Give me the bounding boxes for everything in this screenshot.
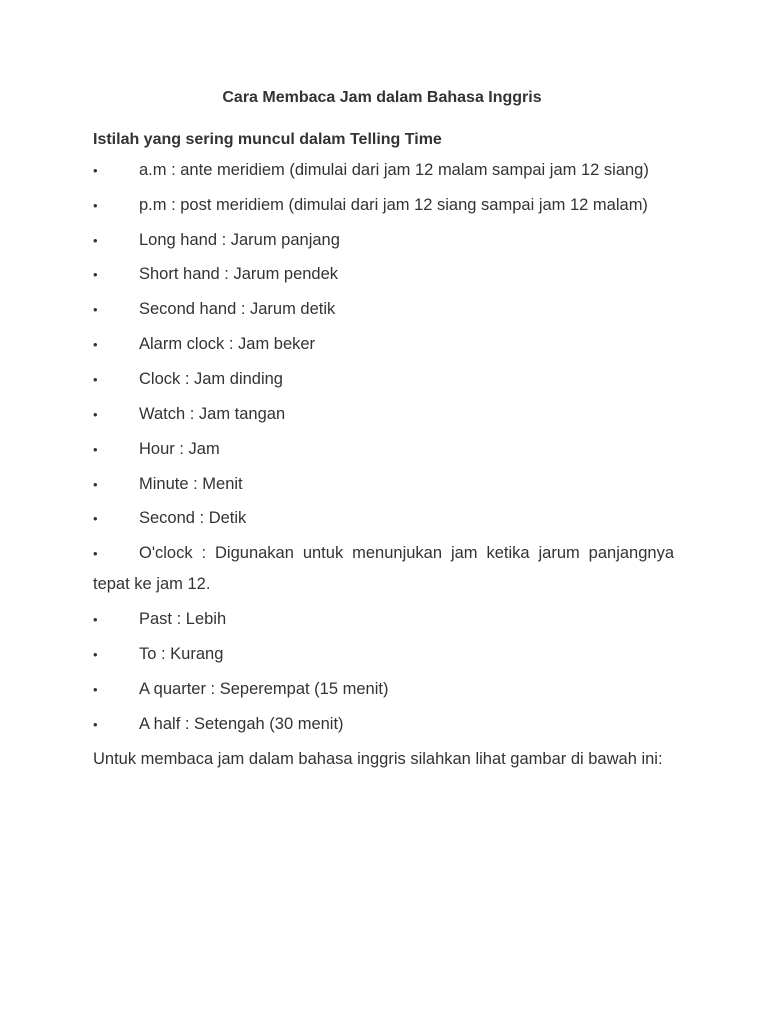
list-item-text-line-2: tepat ke jam 12.	[93, 575, 211, 593]
list-item	[93, 368, 674, 390]
bullet: •	[93, 302, 98, 317]
list-item	[93, 333, 674, 355]
document-title: Cara Membaca Jam dalam Bahasa Inggris	[222, 89, 542, 106]
list-item-text: Alarm clock : Jam beker	[139, 335, 316, 353]
bullet: •	[93, 407, 98, 422]
list-item	[93, 608, 674, 630]
list-item	[93, 643, 674, 665]
bullet: •	[93, 546, 98, 561]
bullet: •	[93, 337, 98, 352]
list-item	[93, 229, 674, 251]
list-item-text: A half : Setengah (30 menit)	[139, 715, 344, 733]
list-item-text: To : Kurang	[139, 645, 224, 663]
bullet: •	[93, 198, 98, 213]
list-item-text: Second hand : Jarum detik	[139, 300, 336, 318]
list-item	[93, 507, 674, 529]
closing-paragraph: Untuk membaca jam dalam bahasa inggris silahkan lihat gambar di bawah ini:	[93, 750, 663, 768]
bullet: •	[93, 372, 98, 387]
list-item-oclock	[93, 542, 674, 595]
list-item	[93, 678, 674, 700]
list-item	[93, 403, 674, 425]
bullet: •	[93, 163, 98, 178]
list-item-text: Past : Lebih	[139, 610, 227, 628]
list-item-text: p.m : post meridiem (dimulai dari jam 12 siang sampai jam 12 malam)	[139, 196, 648, 214]
list-item	[93, 263, 674, 285]
list-item-text: Minute : Menit	[139, 475, 243, 493]
list-item-text: Hour : Jam	[139, 440, 220, 458]
list-item	[93, 473, 674, 495]
bullet: •	[93, 267, 98, 282]
list-item	[93, 298, 674, 320]
list-item-text: Clock : Jam dinding	[139, 370, 283, 388]
bullet: •	[93, 647, 98, 662]
list-item-text: Short hand : Jarum pendek	[139, 265, 339, 283]
list-item-text-line-1: O'clock : Digunakan untuk menunjukan jam ketika jarum panjangnya	[139, 544, 674, 562]
list-item	[93, 713, 674, 735]
list-item-text: Long hand : Jarum panjang	[139, 231, 340, 249]
bullet: •	[93, 717, 98, 732]
bullet: •	[93, 477, 98, 492]
bullet: •	[93, 442, 98, 457]
bullet: •	[93, 511, 98, 526]
list-item-text: Watch : Jam tangan	[139, 405, 286, 423]
list-item-text: Second : Detik	[139, 509, 247, 527]
section-heading: Istilah yang sering muncul dalam Telling Time	[93, 131, 442, 148]
bullet: •	[93, 612, 98, 627]
list-item	[93, 438, 674, 460]
list-item-text: A quarter : Seperempat (15 menit)	[139, 680, 389, 698]
list-item	[93, 194, 674, 216]
list-item	[93, 159, 674, 181]
bullet: •	[93, 233, 98, 248]
list-item-text: a.m : ante meridiem (dimulai dari jam 12 malam sampai jam 12 siang)	[139, 161, 649, 179]
bullet: •	[93, 682, 98, 697]
